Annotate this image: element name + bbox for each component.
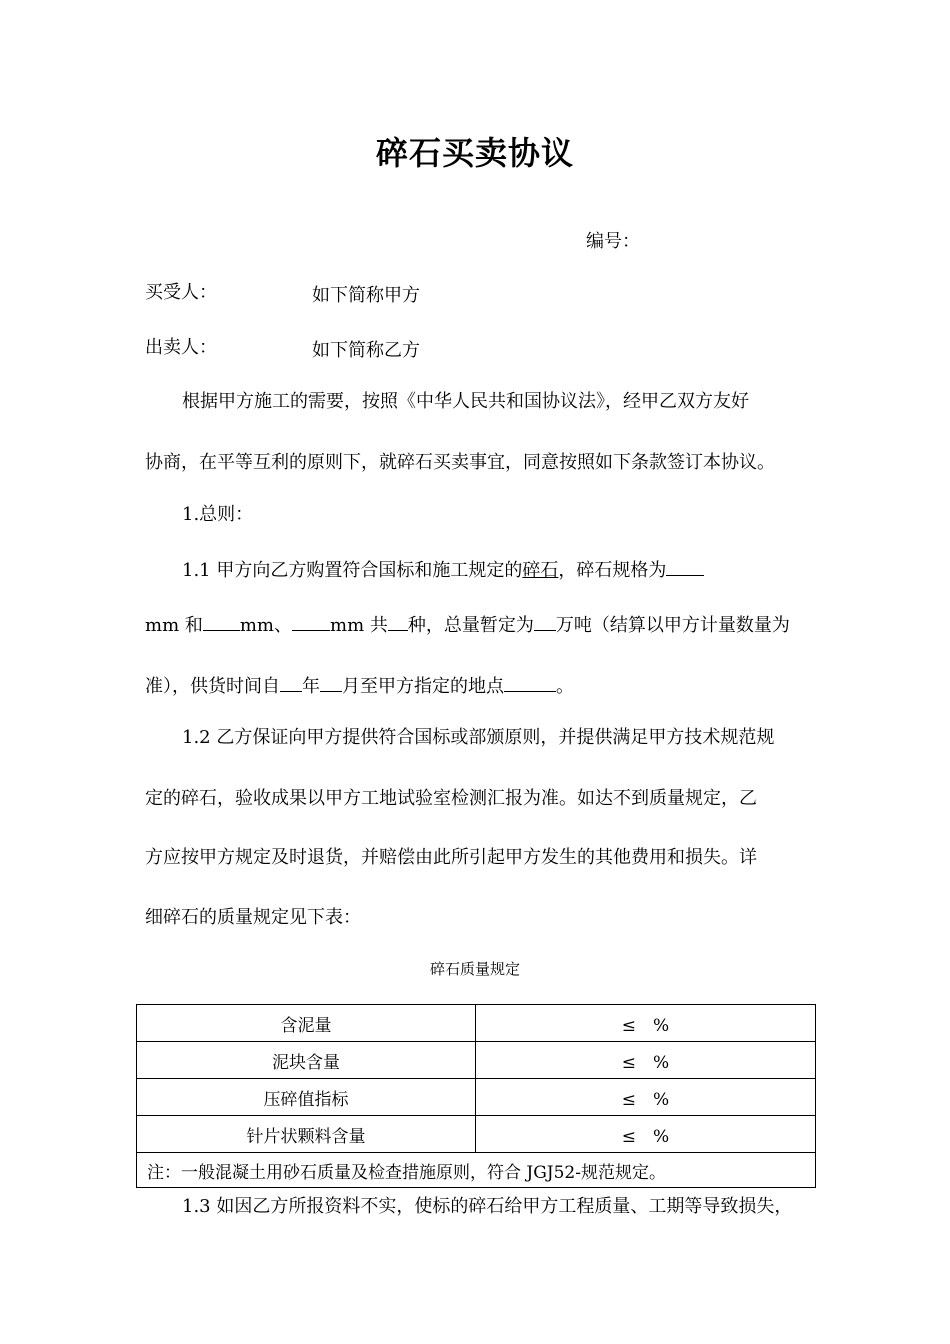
clause-1-3-line-1: 1.3 如因乙方所报资料不实，使标的碎石给甲方工程质量、工期等导致损失， bbox=[182, 1196, 793, 1217]
quality-requirements-table bbox=[136, 1004, 816, 1188]
clause-1-1-text-a: 1.1 甲方向乙方购置符合国标和施工规定的 bbox=[182, 560, 523, 581]
table-row bbox=[137, 1005, 816, 1042]
clause-1-1-text-c: mm 和 bbox=[145, 615, 203, 636]
clause-1-1-text-f: 种，总量暂定为 bbox=[407, 615, 534, 636]
seller-label: 出卖人： bbox=[145, 337, 217, 358]
intro-line-1: 根据甲方施工的需要，按照《中华人民共和国协议法》，经甲乙双方友好 bbox=[182, 391, 749, 412]
clause-1-1-line-3 bbox=[145, 673, 574, 699]
clause-1-1-text-k: 。 bbox=[556, 676, 574, 697]
blank-field bbox=[504, 673, 556, 692]
clause-1-2-line-1: 1.2 乙方保证向甲方提供符合国标或部颁原则，并提供满足甲方技术规范规 bbox=[182, 727, 775, 748]
buyer-alias: 如下简称甲方 bbox=[312, 285, 420, 306]
clause-1-1-text-j: 月至甲方指定的地点 bbox=[342, 676, 504, 697]
blank-field bbox=[534, 612, 556, 631]
clause-1-1-line-2 bbox=[145, 612, 790, 638]
clause-1-1-text-e: mm 共 bbox=[330, 615, 388, 636]
section-1-heading: 1.总则： bbox=[182, 504, 254, 525]
contract-number-label: 编号： bbox=[586, 231, 640, 252]
table-caption: 碎石质量规定 bbox=[429, 960, 520, 978]
clause-1-1-text-b: ，碎石规格为 bbox=[558, 560, 667, 581]
table-row bbox=[137, 1116, 816, 1153]
blank-field bbox=[280, 673, 302, 692]
table-note: 注：一般混凝土用砂石质量及检查措施原则，符合 JGJ52-规范规定。 bbox=[137, 1153, 816, 1188]
blank-field bbox=[666, 557, 704, 576]
clause-1-2-line-4: 细碎石的质量规定见下表： bbox=[145, 907, 361, 928]
document-title: 碎石买卖协议 bbox=[375, 134, 574, 172]
clause-1-1-text-i: 年 bbox=[302, 676, 320, 697]
buyer-label: 买受人： bbox=[145, 282, 217, 303]
clause-1-2-line-3: 方应按甲方规定及时退货，并赔偿由此所引起甲方发生的其他费用和损失。详 bbox=[145, 847, 757, 868]
clause-1-1-line-1 bbox=[182, 557, 704, 583]
table-cell-value: ≤ % bbox=[476, 1005, 816, 1042]
clause-1-1-text-g: 万吨（结算以甲方计量数量为 bbox=[555, 615, 790, 636]
table-cell-item: 泥块含量 bbox=[137, 1042, 476, 1079]
table-row bbox=[137, 1042, 816, 1079]
table-note-row bbox=[137, 1153, 816, 1188]
blank-field bbox=[388, 612, 408, 631]
blank-field bbox=[292, 612, 330, 631]
clause-1-2-line-2: 定的碎石，验收成果以甲方工地试验室检测汇报为准。如达不到质量规定，乙 bbox=[145, 788, 757, 809]
blank-field bbox=[203, 612, 240, 631]
blank-field bbox=[320, 673, 342, 692]
seller-alias: 如下简称乙方 bbox=[312, 340, 420, 361]
clause-1-1-text-d: mm、 bbox=[239, 615, 292, 636]
table-cell-item: 压碎值指标 bbox=[137, 1079, 476, 1116]
clause-1-1-underlined-term: 碎石 bbox=[522, 560, 559, 581]
table-cell-value: ≤ % bbox=[476, 1079, 816, 1116]
table-cell-item: 针片状颗料含量 bbox=[137, 1116, 476, 1153]
clause-1-1-text-h: 准），供货时间自 bbox=[145, 676, 280, 697]
table-cell-value: ≤ % bbox=[476, 1116, 816, 1153]
table-row bbox=[137, 1079, 816, 1116]
table-cell-item: 含泥量 bbox=[137, 1005, 476, 1042]
intro-line-2: 协商，在平等互利的原则下，就碎石买卖事宜，同意按照如下条款签订本协议。 bbox=[145, 452, 775, 473]
table-cell-value: ≤ % bbox=[476, 1042, 816, 1079]
